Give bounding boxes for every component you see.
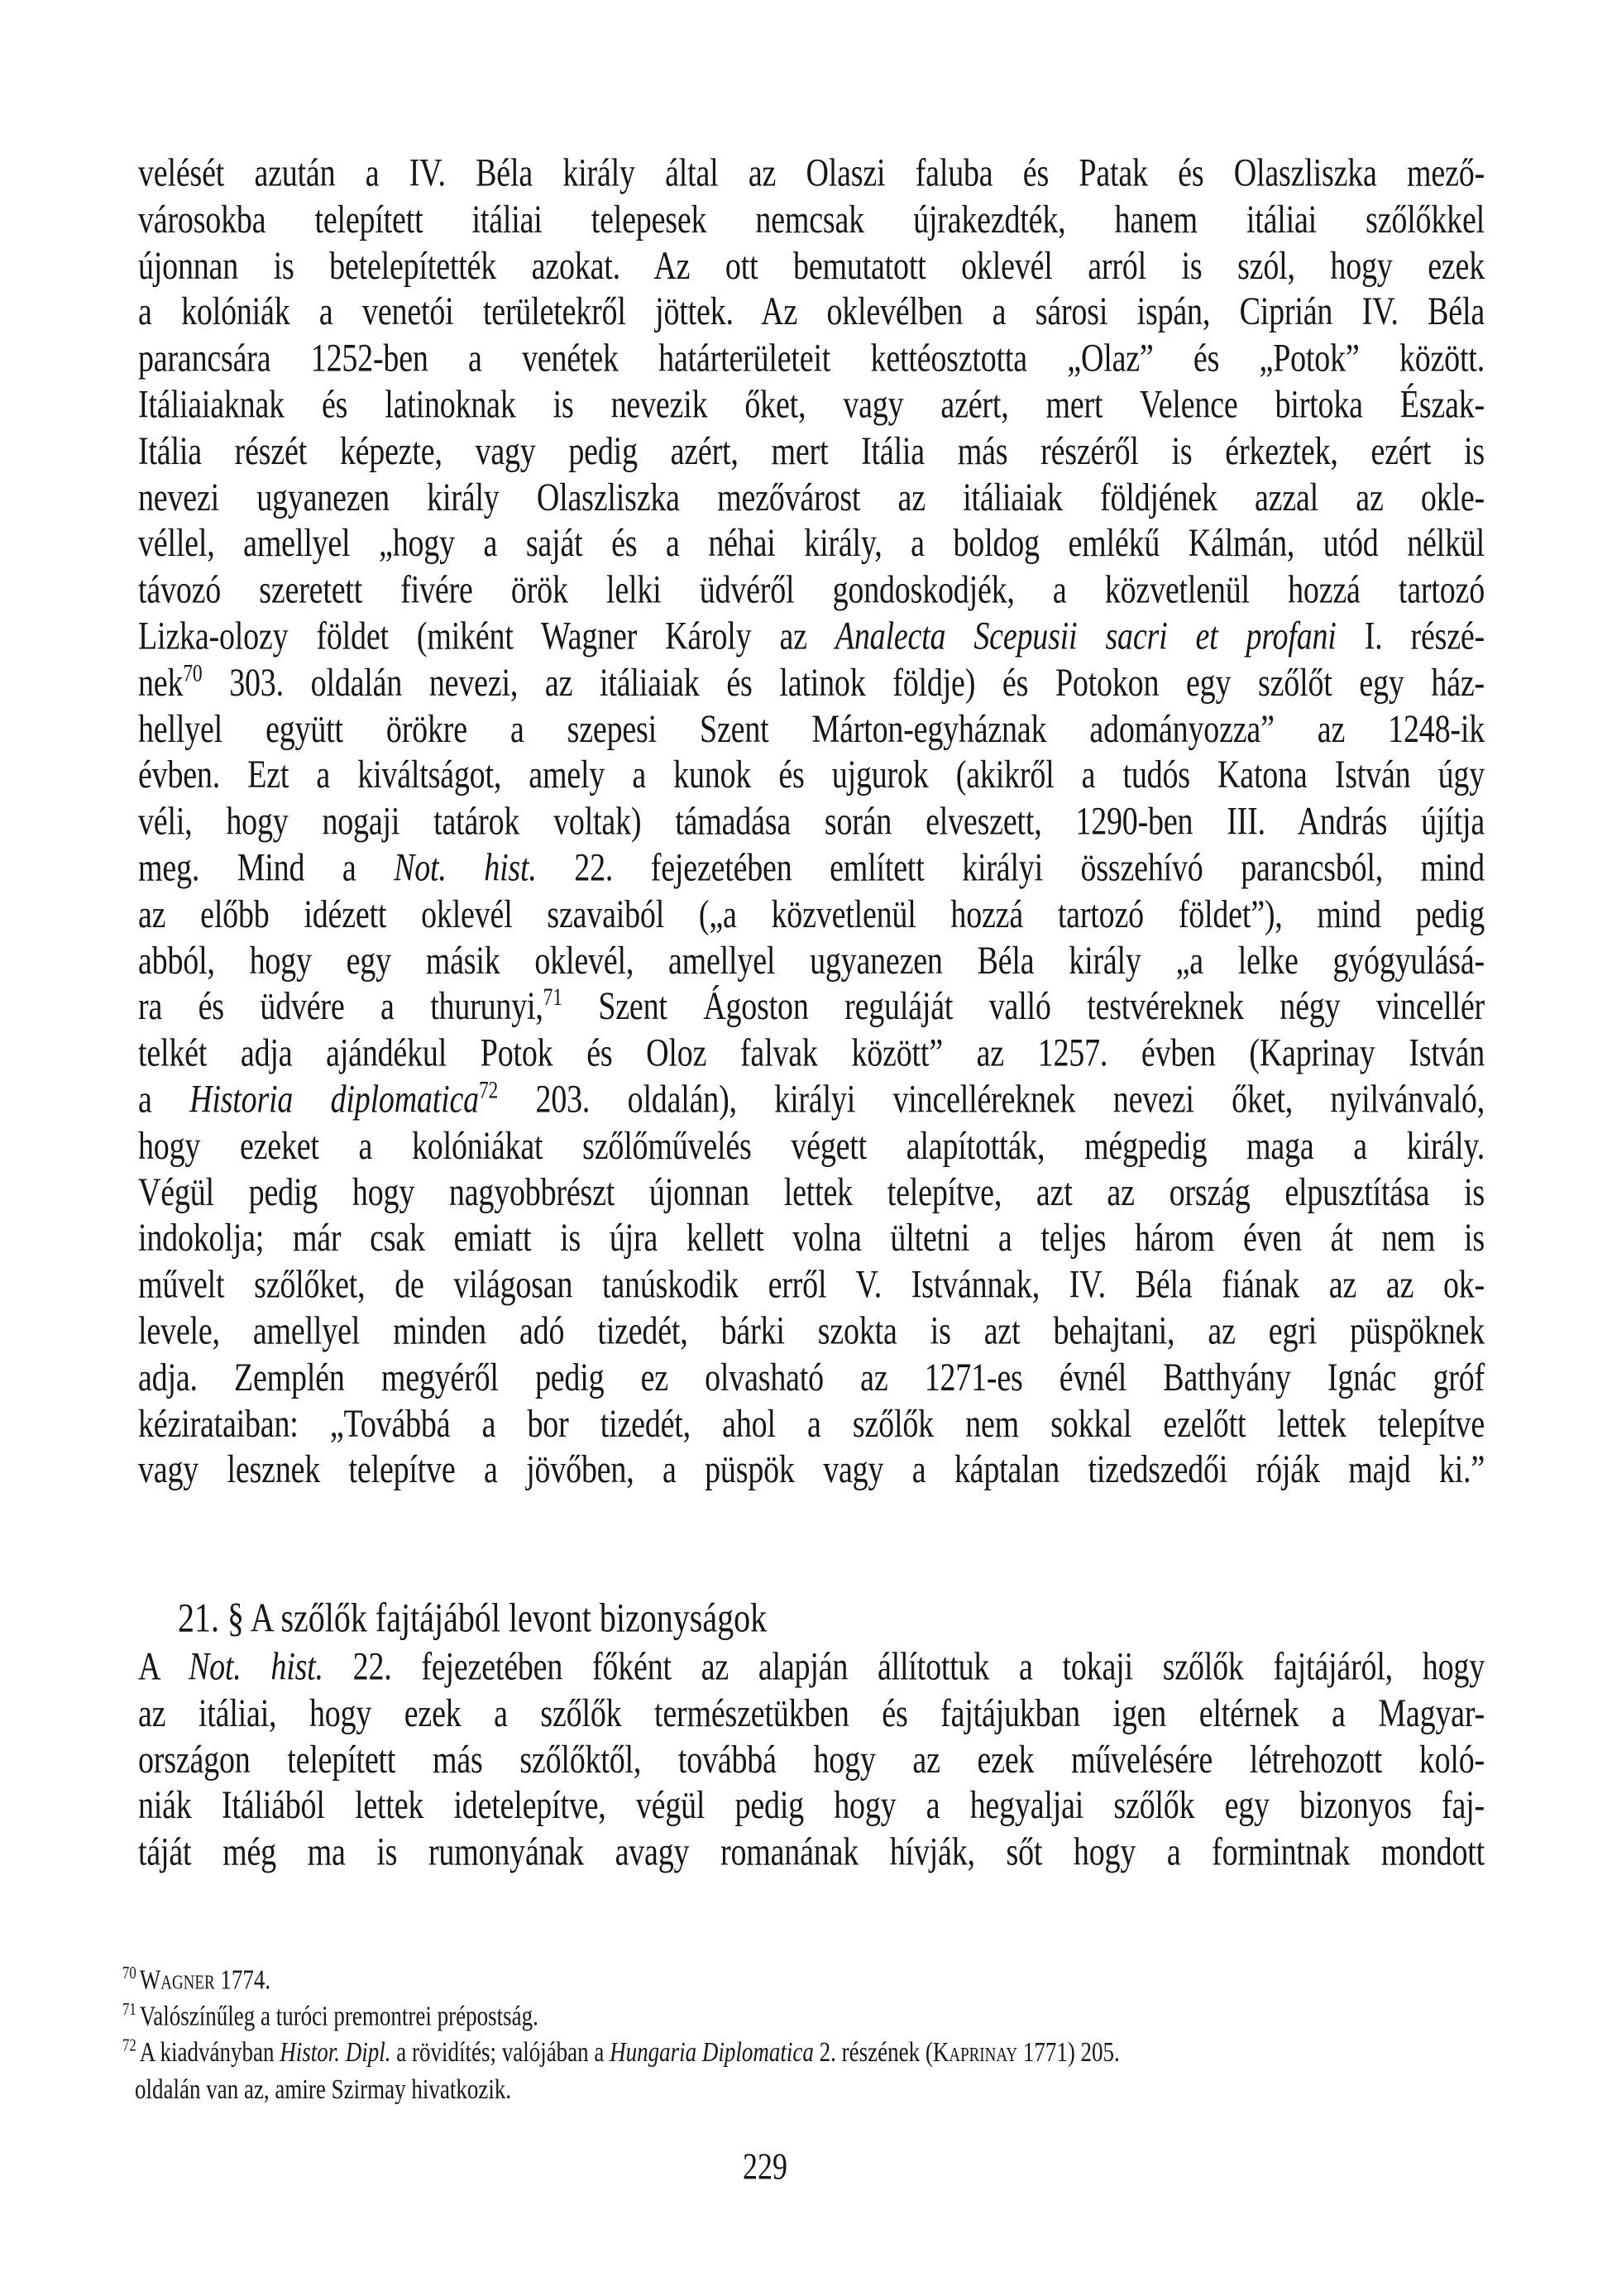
text-line bbox=[122, 2071, 1485, 2107]
page-number: 229 bbox=[743, 2145, 787, 2188]
text-run: nevezi ugyanezen király Olaszliszka mezővárost az itáliaiak földjének azzal az okle- bbox=[138, 476, 1485, 519]
text-run: velését azután a IV. Béla király által az Olaszi faluba és Patak és Olaszliszka mező- bbox=[138, 151, 1485, 195]
text-run: 203. oldalán), királyi vincelléreknek nevezi őket, nyilvánvaló, bbox=[498, 1078, 1485, 1122]
text-line bbox=[122, 1962, 1485, 1998]
text-line bbox=[138, 1262, 1485, 1308]
text-run: táját még ma is rumonyának avagy romanának hívják, sőt hogy a formintnak mondott bbox=[138, 1830, 1485, 1874]
text-run: városokba telepített itáliai telepesek nemcsak újrakezdték, hanem itáliai szőlőkkel bbox=[138, 198, 1485, 242]
text-line bbox=[138, 521, 1485, 567]
footnote-marker: 72 bbox=[478, 1077, 499, 1104]
paragraph-section-intro bbox=[138, 1644, 1485, 1876]
text-line bbox=[138, 382, 1485, 428]
text-run: Lizka-olozy földet (miként Wagner Károly az bbox=[138, 615, 835, 658]
text-run: hogy ezeket a kolóniákat szőlőművelés végett alapították, mégpedig maga a király. bbox=[138, 1124, 1485, 1168]
text-line bbox=[138, 151, 1485, 197]
text-line bbox=[138, 428, 1485, 475]
text-line bbox=[138, 614, 1485, 660]
text-line bbox=[138, 1830, 1485, 1876]
text-line bbox=[138, 1691, 1485, 1737]
text-run: véli, hogy nogaji tatárok voltak) támadása során elveszett, 1290-ben III. András újítja bbox=[138, 800, 1485, 844]
text-run: Hungaria Diplomatica bbox=[610, 2036, 814, 2069]
text-run: Szent Ágoston reguláját valló testvéreknek négy vincellér bbox=[562, 985, 1485, 1029]
text-run: Historia diplomatica bbox=[189, 1078, 479, 1122]
text-line bbox=[138, 892, 1485, 938]
text-run: telkét adja ajándékul Potok és Oloz falvak között” az 1257. évben (Kaprinay István bbox=[138, 1031, 1485, 1075]
text-line bbox=[138, 1401, 1485, 1447]
paragraph-continuation bbox=[138, 151, 1485, 1494]
text-run: levele, amellyel minden adó tizedét, bárki szokta is azt behajtani, az egri püspöknek bbox=[138, 1309, 1485, 1353]
text-run: Végül pedig hogy nagyobbrészt újonnan lettek telepítve, azt az ország elpusztítása is bbox=[138, 1170, 1485, 1214]
text-run: parancsára 1252-ben a venétek határterületeit kettéosztotta „Olaz” és „Potok” között. bbox=[138, 337, 1485, 380]
text-run: az előbb idézett oklevél szavaiból („a közvetlenül hozzá tartozó földet”), mind pedig bbox=[138, 892, 1485, 936]
text-line bbox=[138, 1783, 1485, 1830]
text-line bbox=[138, 1170, 1485, 1216]
text-run: 303. oldalán nevezi, az itáliaiak és latinok földje) és Potokon egy szőlőt egy ház- bbox=[202, 661, 1485, 705]
text-line bbox=[138, 984, 1485, 1031]
text-line bbox=[122, 2035, 1485, 2071]
text-run: véllel, amellyel „hogy a saját és a néhai király, a boldog emlékű Kálmán, utód nélkül bbox=[138, 522, 1485, 566]
footnote-marker: 71 bbox=[543, 984, 562, 1012]
text-run: Not. hist. bbox=[394, 846, 537, 890]
footnote-marker: 70 bbox=[183, 660, 203, 687]
text-line bbox=[138, 336, 1485, 382]
text-line bbox=[138, 197, 1485, 243]
text-run: abból, hogy egy másik oklevél, amellyel ugyanezen Béla király „a lelke gyógyulásá- bbox=[138, 939, 1485, 983]
text-run: adja. Zemplén megyéről pedig ez olvasható az 1271-es évnél Batthyány Ignác gróf bbox=[138, 1356, 1485, 1399]
text-line bbox=[138, 1031, 1485, 1077]
text-run: 22. fejezetében főként az alapján állítottuk a tokaji szőlők fajtájáról, hogy bbox=[323, 1645, 1485, 1689]
text-line bbox=[138, 1077, 1485, 1123]
footnote-marker: 72 bbox=[122, 2035, 136, 2056]
section-heading: 21. § A szőlők fajtájából levont bizonyságok bbox=[178, 1594, 768, 1641]
text-run: kézirataiban: „Továbbá a bor tizedét, ahol a szőlők nem sokkal ezelőtt lettek telepítve bbox=[138, 1402, 1485, 1446]
text-run: a kolóniák a venetói területekről jöttek. Az oklevélben a sárosi ispán, Ciprián IV. Béla bbox=[138, 290, 1485, 334]
text-line bbox=[138, 1216, 1485, 1262]
text-line bbox=[138, 1447, 1485, 1494]
text-run: az itáliai, hogy ezek a szőlők természetükben és fajtájukban igen eltérnek a Magyar- bbox=[138, 1691, 1485, 1735]
text-run: 1771) 205. bbox=[1017, 2036, 1120, 2069]
text-run: újonnan is betelepítették azokat. Az ott bemutatott oklevél arról is szól, hogy ezek bbox=[138, 244, 1485, 288]
footnote-marker: 71 bbox=[122, 1999, 136, 2020]
text-line bbox=[138, 243, 1485, 289]
text-run: 2. részének ( bbox=[813, 2036, 933, 2069]
text-line bbox=[138, 845, 1485, 892]
text-run: évben. Ezt a kiváltságot, amely a kunok és ujgurok (akikről a tudós Katona István úgy bbox=[138, 753, 1485, 797]
text-run: indokolja; már csak emiatt is újra kellett volna ültetni a teljes három éven át nem is bbox=[138, 1217, 1485, 1260]
text-run: Valószínűleg a turóci premontrei prépostság. bbox=[139, 2000, 538, 2032]
footnote-marker: 70 bbox=[122, 1963, 136, 1983]
text-run: meg. Mind a bbox=[138, 846, 395, 890]
text-line bbox=[138, 1308, 1485, 1355]
text-line bbox=[138, 1123, 1485, 1170]
text-run: vagy lesznek telepítve a jövőben, a püspök vagy a káptalan tizedszedői róják majd ki.” bbox=[138, 1448, 1485, 1492]
text-run: országon telepített más szőlőktől, továbbá hogy az ezek művelésére létrehozott koló- bbox=[138, 1738, 1485, 1782]
text-run: a rövidítés; valójában a bbox=[390, 2036, 610, 2069]
text-line bbox=[138, 289, 1485, 336]
text-line bbox=[138, 938, 1485, 984]
text-line bbox=[138, 660, 1485, 706]
text-run: A bbox=[138, 1645, 189, 1689]
text-run: Kaprinay bbox=[932, 2036, 1018, 2069]
text-run: a bbox=[138, 1078, 190, 1122]
text-run: ra és üdvére a thurunyi, bbox=[138, 985, 543, 1029]
text-line bbox=[138, 567, 1485, 614]
text-run: I. részé- bbox=[1336, 615, 1485, 658]
text-run: Wagner bbox=[139, 1964, 215, 1995]
text-run: nek bbox=[138, 661, 184, 705]
text-run: távozó szeretett fivére örök lelki üdvéről gondoskodjék, a közvetlenül hozzá tartozó bbox=[138, 568, 1485, 612]
text-line bbox=[138, 753, 1485, 799]
text-run: művelt szőlőket, de világosan tanúskodik erről V. Istvánnak, IV. Béla fiának az az ok- bbox=[138, 1263, 1485, 1307]
text-line bbox=[122, 1998, 1485, 2035]
footnotes bbox=[122, 1962, 1485, 2107]
text-run: Itáliaiaknak és latinoknak is nevezik őket, vagy azért, mert Velence birtoka Észak- bbox=[138, 383, 1485, 427]
text-run: Histor. Dipl. bbox=[280, 2036, 391, 2069]
text-line bbox=[138, 1355, 1485, 1401]
text-run: oldalán van az, amire Szirmay hivatkozik. bbox=[135, 2073, 512, 2105]
text-run: 1774. bbox=[214, 1964, 271, 1995]
text-line bbox=[138, 1644, 1485, 1691]
text-run: niák Itáliából lettek idetelepítve, végül pedig hogy a hegyaljai szőlők egy bizonyos faj- bbox=[138, 1784, 1485, 1828]
text-line bbox=[138, 706, 1485, 753]
text-line bbox=[138, 1737, 1485, 1783]
text-run: hellyel együtt örökre a szepesi Szent Márton-egyháznak adományozza” az 1248-ik bbox=[138, 707, 1485, 751]
text-run: Analecta Scepusii sacri et profani bbox=[835, 615, 1337, 658]
text-run: 22. fejezetében említett királyi összehívó parancsból, mind bbox=[536, 846, 1485, 890]
text-line bbox=[138, 799, 1485, 845]
text-run: Not. hist. bbox=[188, 1645, 323, 1689]
text-line bbox=[138, 475, 1485, 521]
text-run: A kiadványban bbox=[139, 2036, 280, 2069]
text-run: Itália részét képezte, vagy pedig azért, mert Itália más részéről is érkeztek, ezért is bbox=[138, 429, 1485, 473]
